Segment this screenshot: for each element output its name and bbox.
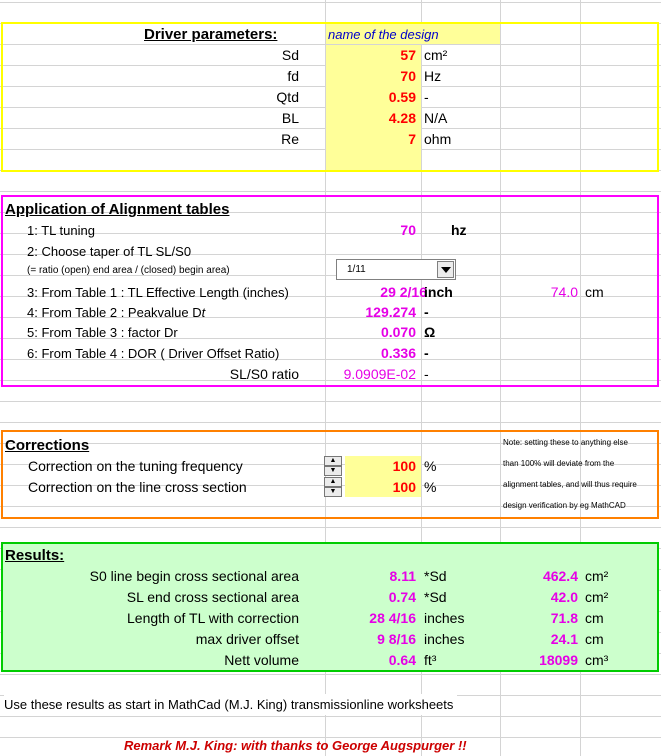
result-length-label: Length of TL with correction	[127, 610, 299, 626]
gridline	[0, 191, 661, 192]
chevron-down-icon[interactable]	[437, 261, 454, 278]
result-s0-value2: 462.4	[542, 568, 578, 584]
tl-tuning-unit: hz	[451, 222, 467, 238]
param-fd-value[interactable]: 70	[400, 68, 416, 84]
result-volume-unit2: cm³	[585, 652, 609, 668]
result-s0-unit: *Sd	[424, 568, 447, 584]
taper-note: (= ratio (open) end area / (closed) begin area)	[27, 265, 230, 276]
param-re-label: Re	[281, 131, 299, 147]
correction-cross-unit: %	[424, 479, 437, 495]
result-sl-value: 0.74	[388, 589, 416, 605]
param-fd-label: fd	[287, 68, 299, 84]
result-sl-unit2: cm²	[585, 589, 609, 605]
effective-length-cm-unit: cm	[585, 284, 604, 300]
alignment-title: Application of Alignment tables	[5, 201, 230, 218]
param-sd-value[interactable]: 57	[400, 47, 416, 63]
param-bl-label: BL	[281, 110, 299, 126]
result-length-value: 28 4/16	[369, 610, 416, 626]
dor-label: 6: From Table 4 : DOR ( Driver Offset Ratio)	[27, 346, 280, 361]
taper-select-value: 1/11	[347, 264, 366, 275]
gridline	[0, 674, 661, 675]
effective-length-unit: inch	[424, 284, 453, 300]
peakvalue-label: 4: From Table 2 : Peakvalue Dt	[27, 305, 206, 320]
peakvalue-unit: -	[424, 304, 429, 320]
design-name-input[interactable]: name of the design	[328, 27, 439, 42]
corrections-note	[503, 432, 657, 516]
correction-tuning-spinner[interactable]	[324, 456, 342, 477]
results-title: Results:	[5, 547, 65, 564]
result-length-unit2: cm	[585, 610, 604, 626]
corrections-title: Corrections	[5, 437, 90, 454]
result-offset-unit2: cm	[585, 631, 604, 647]
result-offset-label: max driver offset	[195, 631, 299, 647]
correction-cross-spinner[interactable]	[324, 477, 342, 498]
param-fd-unit: Hz	[424, 68, 442, 84]
result-sl-unit: *Sd	[424, 589, 447, 605]
result-sl-value2: 42.0	[550, 589, 578, 605]
effective-length-value: 29 2/16	[380, 284, 427, 300]
tl-tuning-label: 1: TL tuning	[27, 223, 95, 238]
gridline	[0, 527, 661, 528]
taper-label: 2: Choose taper of TL SL/S0	[27, 244, 192, 259]
driver-title: Driver parameters:	[144, 26, 278, 43]
gridline	[0, 401, 661, 402]
param-sd-label: Sd	[281, 47, 299, 63]
result-s0-unit2: cm²	[585, 568, 609, 584]
tl-tuning-value: 70	[400, 222, 416, 238]
gridline	[0, 2, 661, 3]
note-line: design verification by eg MathCAD	[503, 501, 626, 510]
note-line: alignment tables, and will thus require	[503, 480, 637, 489]
correction-tuning-value[interactable]: 100	[392, 458, 416, 474]
remark: Remark M.J. King: with thanks to George Augspurger !!	[124, 738, 467, 753]
result-s0-value: 8.11	[389, 568, 416, 584]
result-length-unit: inches	[424, 610, 465, 626]
param-bl-value[interactable]: 4.28	[388, 110, 416, 126]
dor-unit: -	[424, 345, 429, 361]
taper-select[interactable]	[336, 259, 456, 280]
result-sl-label: SL end cross sectional area	[126, 589, 299, 605]
result-length-value2: 71.8	[550, 610, 578, 626]
factor-dr-unit: Ω	[424, 324, 436, 340]
correction-cross-value[interactable]: 100	[392, 479, 416, 495]
param-bl-unit: N/A	[424, 110, 448, 126]
sl-s0-ratio-value: 9.0909E-02	[343, 366, 416, 382]
gridline	[0, 422, 661, 423]
factor-dr-label: 5: From Table 3 : factor Dr	[27, 325, 178, 340]
note-line: than 100% will deviate from the	[503, 459, 615, 468]
result-offset-value: 9 8/16	[377, 631, 416, 647]
peakvalue-value: 129.274	[365, 304, 416, 320]
param-re-unit: ohm	[424, 131, 452, 147]
sl-s0-ratio-unit: -	[424, 366, 429, 382]
usage-note: Use these results as start in MathCad (M.J. King) transmissionline worksheets	[4, 694, 457, 715]
factor-dr-value: 0.070	[380, 324, 416, 340]
param-qtd-value[interactable]: 0.59	[388, 89, 416, 105]
result-offset-value2: 24.1	[550, 631, 578, 647]
result-volume-value: 0.64	[388, 652, 416, 668]
dor-value: 0.336	[380, 345, 416, 361]
spin-up-icon[interactable]: ▲	[324, 477, 342, 487]
correction-tuning-unit: %	[424, 458, 437, 474]
result-volume-value2: 18099	[539, 652, 578, 668]
spin-down-icon[interactable]: ▼	[324, 466, 342, 476]
param-qtd-label: Qtd	[276, 89, 299, 105]
sl-s0-ratio-label: SL/S0 ratio	[229, 366, 299, 382]
spin-down-icon[interactable]: ▼	[324, 487, 342, 497]
note-line: Note: setting these to anything else	[503, 438, 628, 447]
gridline	[0, 716, 661, 717]
result-volume-unit: ft³	[424, 652, 437, 668]
correction-tuning-label: Correction on the tuning frequency	[28, 458, 243, 474]
result-s0-label: S0 line begin cross sectional area	[89, 568, 299, 584]
correction-cross-label: Correction on the line cross section	[28, 479, 247, 495]
effective-length-label: 3: From Table 1 : TL Effective Length (inches)	[27, 285, 289, 300]
spin-up-icon[interactable]: ▲	[324, 456, 342, 466]
result-volume-label: Nett volume	[224, 652, 299, 668]
param-qtd-unit: -	[424, 89, 429, 105]
param-sd-unit: cm²	[424, 47, 448, 63]
result-offset-unit: inches	[424, 631, 465, 647]
param-re-value[interactable]: 7	[408, 131, 416, 147]
effective-length-cm: 74.0	[550, 284, 578, 300]
